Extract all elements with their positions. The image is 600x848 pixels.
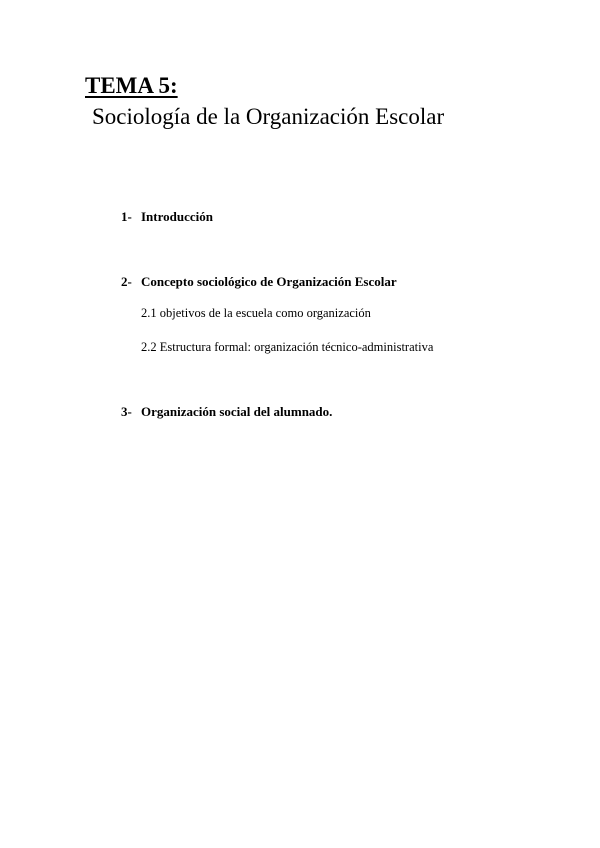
section-concepto xyxy=(121,275,397,288)
section-number: 3- xyxy=(121,404,132,419)
section-label: Introducción xyxy=(141,209,213,224)
section-number: 1- xyxy=(121,209,132,224)
subsection-estructura: 2.2 Estructura formal: organización técnico-administrativa xyxy=(141,340,434,354)
section-number: 2- xyxy=(121,274,132,289)
section-label: Organización social del alumnado. xyxy=(141,404,333,419)
tema-heading: TEMA 5: xyxy=(85,73,178,98)
subsection-objetivos: 2.1 objetivos de la escuela como organización xyxy=(141,306,371,320)
section-label: Concepto sociológico de Organización Escolar xyxy=(141,274,397,289)
section-organizacion-social xyxy=(121,405,332,418)
section-introduccion xyxy=(121,210,213,223)
page-title: Sociología de la Organización Escolar xyxy=(92,104,445,129)
